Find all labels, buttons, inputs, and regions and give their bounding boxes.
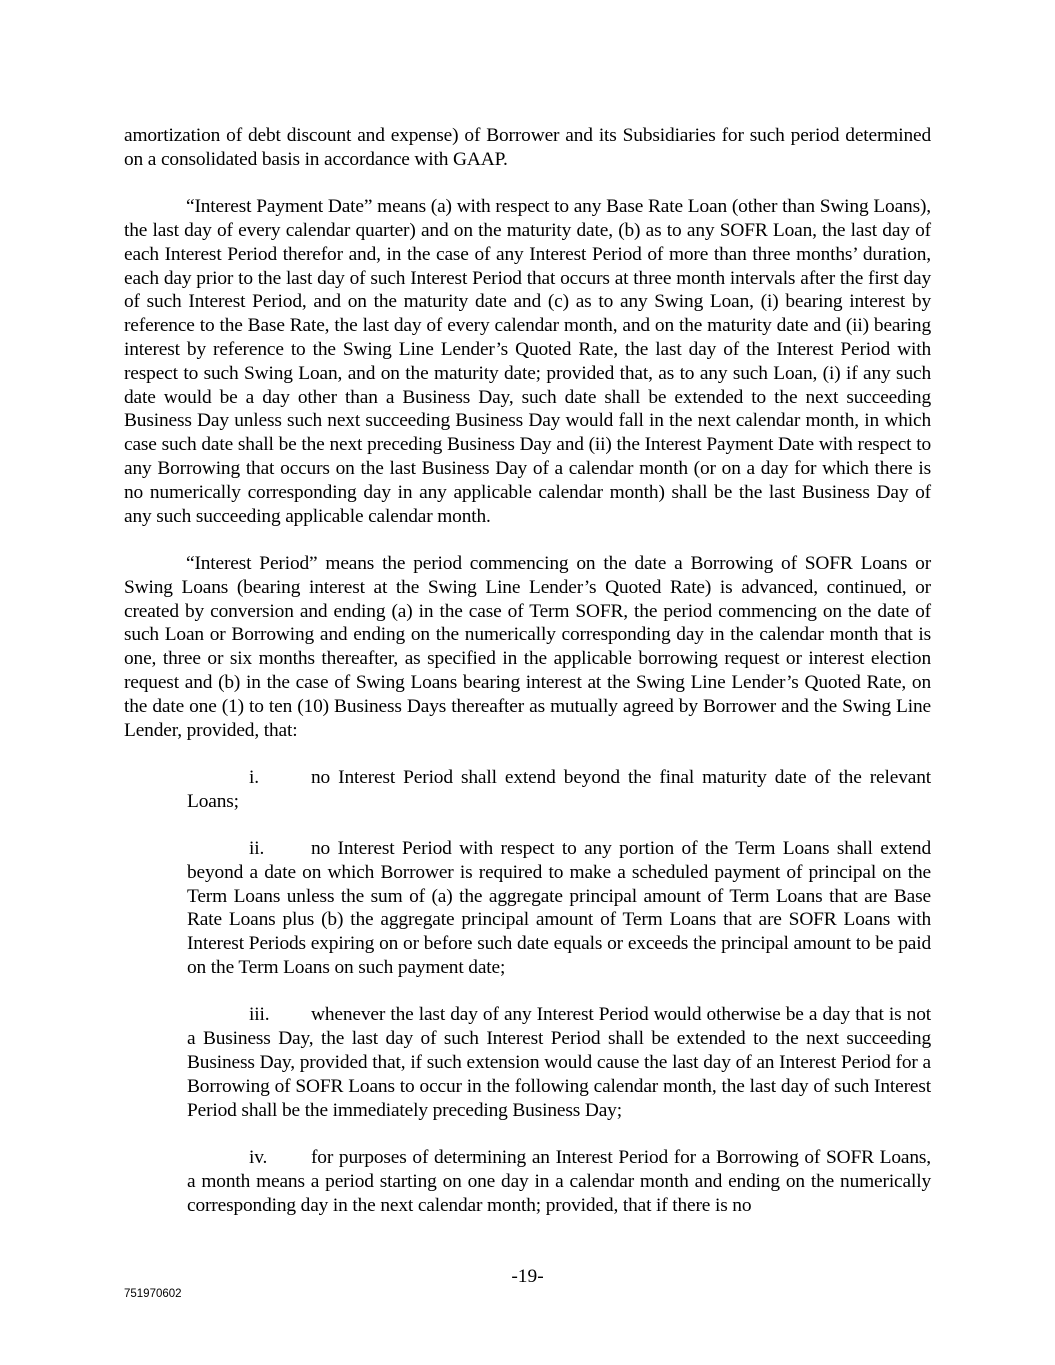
list-item — [187, 766, 931, 814]
list-item-number: iii. — [249, 1004, 270, 1026]
document-body — [124, 124, 931, 1241]
interest-period-definition — [124, 552, 931, 742]
list-item-text: no Interest Period with respect to any portion of the Term Loans shall extend beyond a date on which Borrower is required to make a scheduled payment of principal on the Term Loans unless the sum of (a) the aggregate principal amount of Term Loans that are Base Rate Loans plus (b) the aggregate principal amount of Term Loans that are SOFR Loans with Interest Periods expiring on or before such date equals or exceeds the principal amount to be paid on the Term Loans on such payment date; — [187, 838, 931, 979]
page-number: -19- — [511, 1266, 544, 1287]
defined-term-interest-period: “Interest Period” — [186, 552, 318, 574]
list-item-number: iv. — [249, 1147, 268, 1169]
definition-text: means (a) with respect to any Base Rate Loan (other than Swing Loans), the last day of every calendar quarter) and on the maturity date, (b) as to any SOFR Loan, the last day of each Interest Period therefor and, in the case of any Interest Period of more than three months’ duration, each day prior to the last day of such Interest Period that occurs at three month intervals after the first day of such Interest Period, and on the maturity date and (c) as to any Swing Loan, (i) bearing interest by reference to the Base Rate, the last day of every calendar month, and on the maturity date and (ii) bearing interest by reference to the Swing Line Lender’s Quoted Rate, the last day of the Interest Period with respect to such Swing Loan, and on the maturity date; provided that, as to any such Loan, (i) if any such date would be a day other than a Business Day, such date shall be extended to the next succeeding Business Day unless such next succeeding Business Day would fall in the next calendar month, in which case such date shall be the next preceding Business Day and (ii) the Interest Payment Date with respect to any Borrowing that occurs on the last Business Day of a calendar month (or on a day for which there is no numerically corresponding day in any applicable calendar month) shall be the last Business Day of any such succeeding applicable calendar month. — [124, 196, 931, 527]
definition-text: means the period commencing on the date a Borrowing of SOFR Loans or Swing Loans (bearing interest at the Swing Line Lender’s Quoted Rate) is advanced, continued, or created by conversion and ending (a) in the case of Term SOFR, the period commencing on the date of such Loan or Borrowing and ending on the numerically corresponding day in the calendar month that is one, three or six months thereafter, as specified in the applicable borrowing request or interest election request and (b) in the case of Swing Loans bearing interest at the Swing Line Lender’s Quoted Rate, on the date one (1) to ten (10) Business Days thereafter as mutually agreed by Borrower and the Swing Line Lender, provided, that: — [124, 552, 931, 741]
list-item-text: whenever the last day of any Interest Period would otherwise be a day that is not a Business Day, the last day of such Interest Period shall be extended to the next succeeding Business Day, provided that, if such extension would cause the last day of an Interest Period for a Borrowing of SOFR Loans to occur in the following calendar month, the last day of such Interest Period shall be the immediately preceding Business Day; — [187, 1004, 931, 1121]
interest-payment-date-definition — [124, 195, 931, 528]
continuation-paragraph: amortization of debt discount and expense) of Borrower and its Subsidiaries for such period determined on a consolidated basis in accordance with GAAP. — [124, 125, 931, 170]
list-item-text: for purposes of determining an Interest Period for a Borrowing of SOFR Loans, a month means a period starting on one day in a calendar month and ending on the numerically corresponding day in the next calendar month; provided, that if there is no — [187, 1147, 931, 1216]
list-item — [187, 1003, 931, 1122]
list-item — [187, 1146, 931, 1217]
list-item-number: ii. — [249, 838, 265, 860]
list-item-text: no Interest Period shall extend beyond the final maturity date of the relevant Loans; — [187, 766, 931, 812]
list-item — [187, 837, 931, 980]
list-item-number: i. — [249, 766, 259, 788]
document-id: 751970602 — [124, 1288, 182, 1300]
defined-term-interest-payment-date: “Interest Payment Date” — [186, 196, 373, 218]
